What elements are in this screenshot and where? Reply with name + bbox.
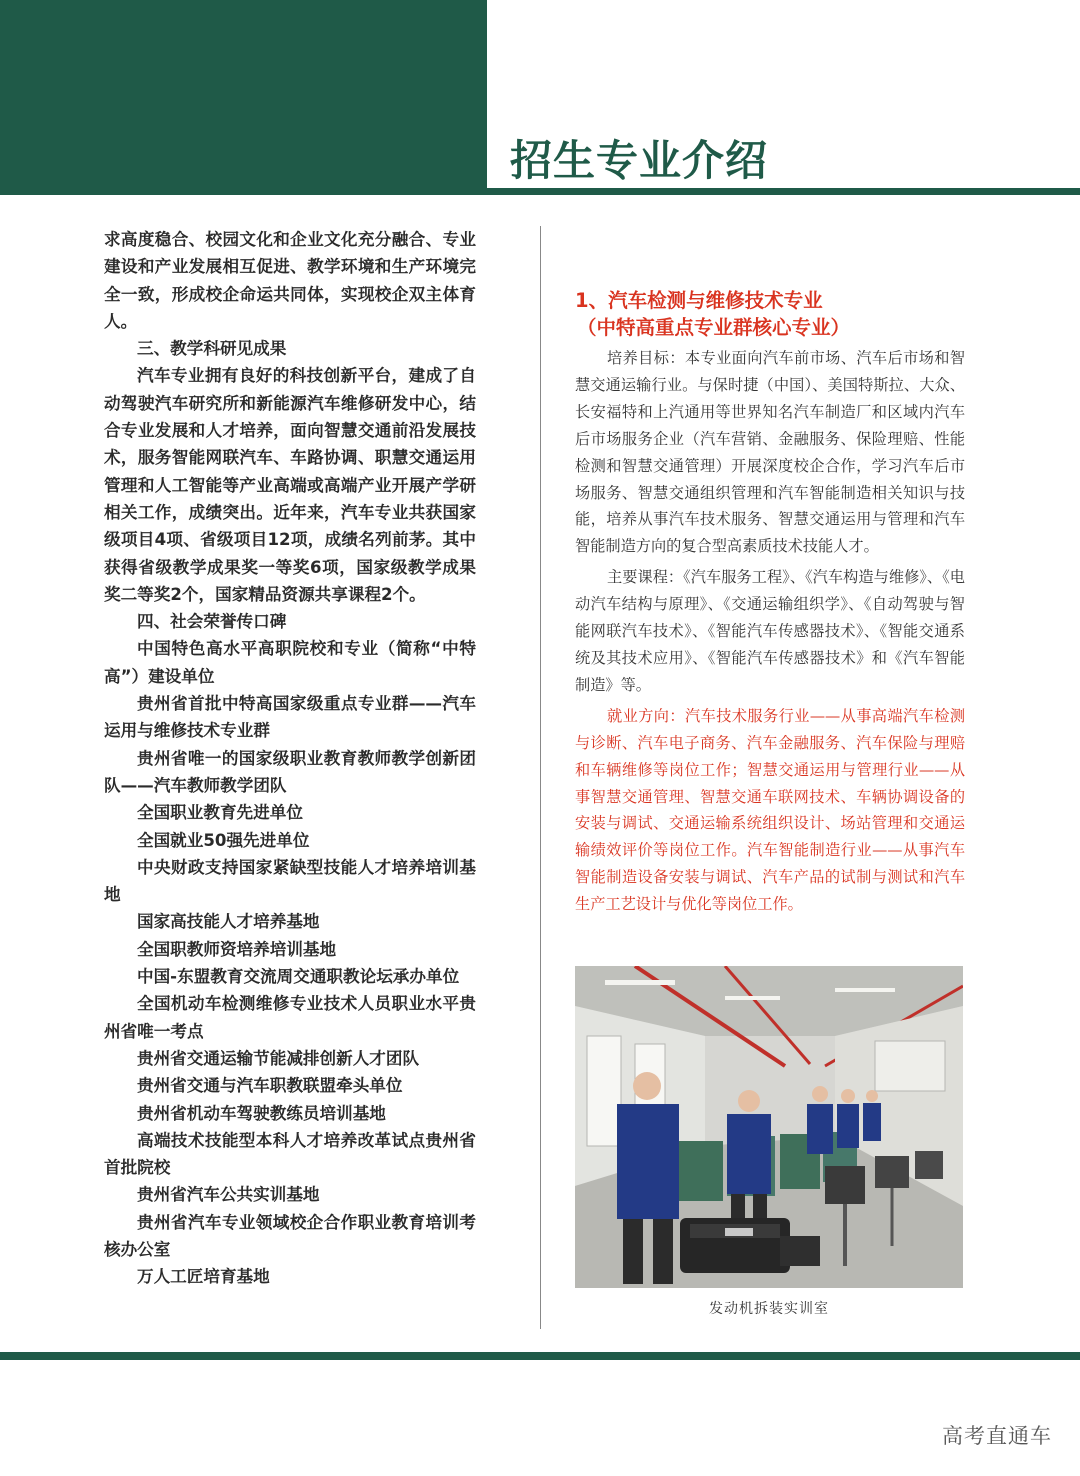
engine-workshop-photo: [575, 966, 963, 1288]
honor-item: 贵州省机动车驾驶教练员培训基地: [137, 1103, 386, 1123]
major-heading-title: 1、汽车检测与维修技术专业: [575, 289, 823, 312]
honor-item: 贵州省汽车公共实训基地: [137, 1185, 320, 1205]
honor-item: 贵州省首批中特高国家级重点专业群——汽车运用与维修技术专业群: [104, 694, 476, 741]
major-heading: [575, 287, 965, 341]
header-color-block: [0, 0, 487, 188]
left-paragraph: 求高度稳合、校园文化和企业文化充分融合、专业建设和产业发展相互促进、教学环境和生产环境完全一致，形成校企命运共同体，实现校企双主体育人。: [104, 230, 476, 331]
major-heading-subtitle: （中特高重点专业群核心专业）: [577, 316, 851, 339]
training-goal-paragraph: 培养目标：本专业面向汽车前市场、汽车后市场和智慧交通运输行业。与保时捷（中国）、美国特斯拉、大众、长安福特和上汽通用等世界知名汽车制造厂和区域内汽车后市场服务企业（汽车营销、金融服务、保险理赔、性能检测和智慧交通管理）开展深度校企合作，学习汽车后市场服务、智慧交通组织管理和汽车智能制造相关知识与技能，培养从事汽车技术服务、智慧交通运用与管理和汽车智能制造方向的复合型高素质技术技能人才。: [575, 349, 965, 556]
career-direction-paragraph: 就业方向：汽车技术服务行业——从事高端汽车检测与诊断、汽车电子商务、汽车金融服务、汽车保险与理赔和车辆维修等岗位工作；智慧交通运用与管理行业——从事智慧交通管理、智慧交通车联网技术、车辆协调设备的安装与调试、交通运输系统组织设计、场站管理和交通运输绩效评价等岗位工作。汽车智能制造行业——从事汽车智能制造设备安装与调试、汽车产品的试制与测试和汽车生产工艺设计与优化等岗位工作。: [575, 706, 965, 914]
honor-item: 贵州省唯一的国家级职业教育教师教学创新团队——汽车教师教学团队: [104, 748, 476, 795]
main-courses-paragraph: 主要课程：《汽车服务工程》、《汽车构造与维修》、《电动汽车结构与原理》、《交通运输组织学》、《自动驾驶与智能网联汽车技术》、《智能汽车传感器技术》、《智能交通系统及其技术应用》、《智能汽车传感器技术》和《汽车智能制造》等。: [575, 568, 965, 694]
honor-item: 全国机动车检测维修专业技术人员职业水平贵州省唯一考点: [104, 994, 476, 1041]
honor-item: 高端技术技能型本科人才培养改革试点贵州省首批院校: [104, 1130, 476, 1178]
honor-item: 中国特色高水平高职院校和专业（简称“中特高”）建设单位: [104, 639, 476, 686]
header-rule: [0, 188, 1080, 195]
column-divider: [540, 226, 541, 1329]
page-title: 招生专业介绍: [510, 136, 769, 185]
honor-item: 全国就业50强先进单位: [137, 830, 310, 850]
honor-item: 国家高技能人才培养基地: [137, 912, 320, 932]
workshop-illustration: [575, 966, 963, 1288]
honor-item: 贵州省汽车专业领域校企合作职业教育培训考核办公室: [104, 1212, 476, 1259]
right-column: [575, 287, 965, 918]
photo-caption: 发动机拆装实训室: [709, 1301, 829, 1317]
left-column: [104, 226, 476, 1291]
watermark-text: 高考直通车: [942, 1424, 1052, 1448]
honor-item: 万人工匠培育基地: [137, 1267, 270, 1287]
honor-item: 贵州省交通与汽车职教联盟牵头单位: [137, 1076, 403, 1096]
left-paragraph: 汽车专业拥有良好的科技创新平台，建成了自动驾驶汽车研究所和新能源汽车维修研发中心，结合专业发展和人才培养，面向智慧交通前沿发展技术，服务智能网联汽车、车路协调、职慧交通运用管理和人工智能等产业高端或高端产业开展产学研相关工作，成绩突出。近年来，汽车专业共获国家级项目4项、省级项目12项，成绩名列前茅。其中获得省级教学成果奖一等奖6项，国家级教学成果奖二等奖2个，国家精品资源共享课程2个。: [104, 366, 476, 604]
honor-item: 中央财政支持国家紧缺型技能人才培养培训基地: [104, 857, 476, 905]
honor-item: 贵州省交通运输节能减排创新人才团队: [137, 1048, 420, 1068]
footer-rule: [0, 1352, 1080, 1360]
honor-item: 中国-东盟教育交流周交通职教论坛承办单位: [137, 967, 460, 987]
section-heading-research: 三、教学科研见成果: [137, 339, 287, 359]
section-heading-honors: 四、社会荣誉传口碑: [137, 612, 287, 632]
honor-item: 全国职教师资培养培训基地: [137, 939, 337, 959]
honor-item: 全国职业教育先进单位: [137, 803, 303, 823]
